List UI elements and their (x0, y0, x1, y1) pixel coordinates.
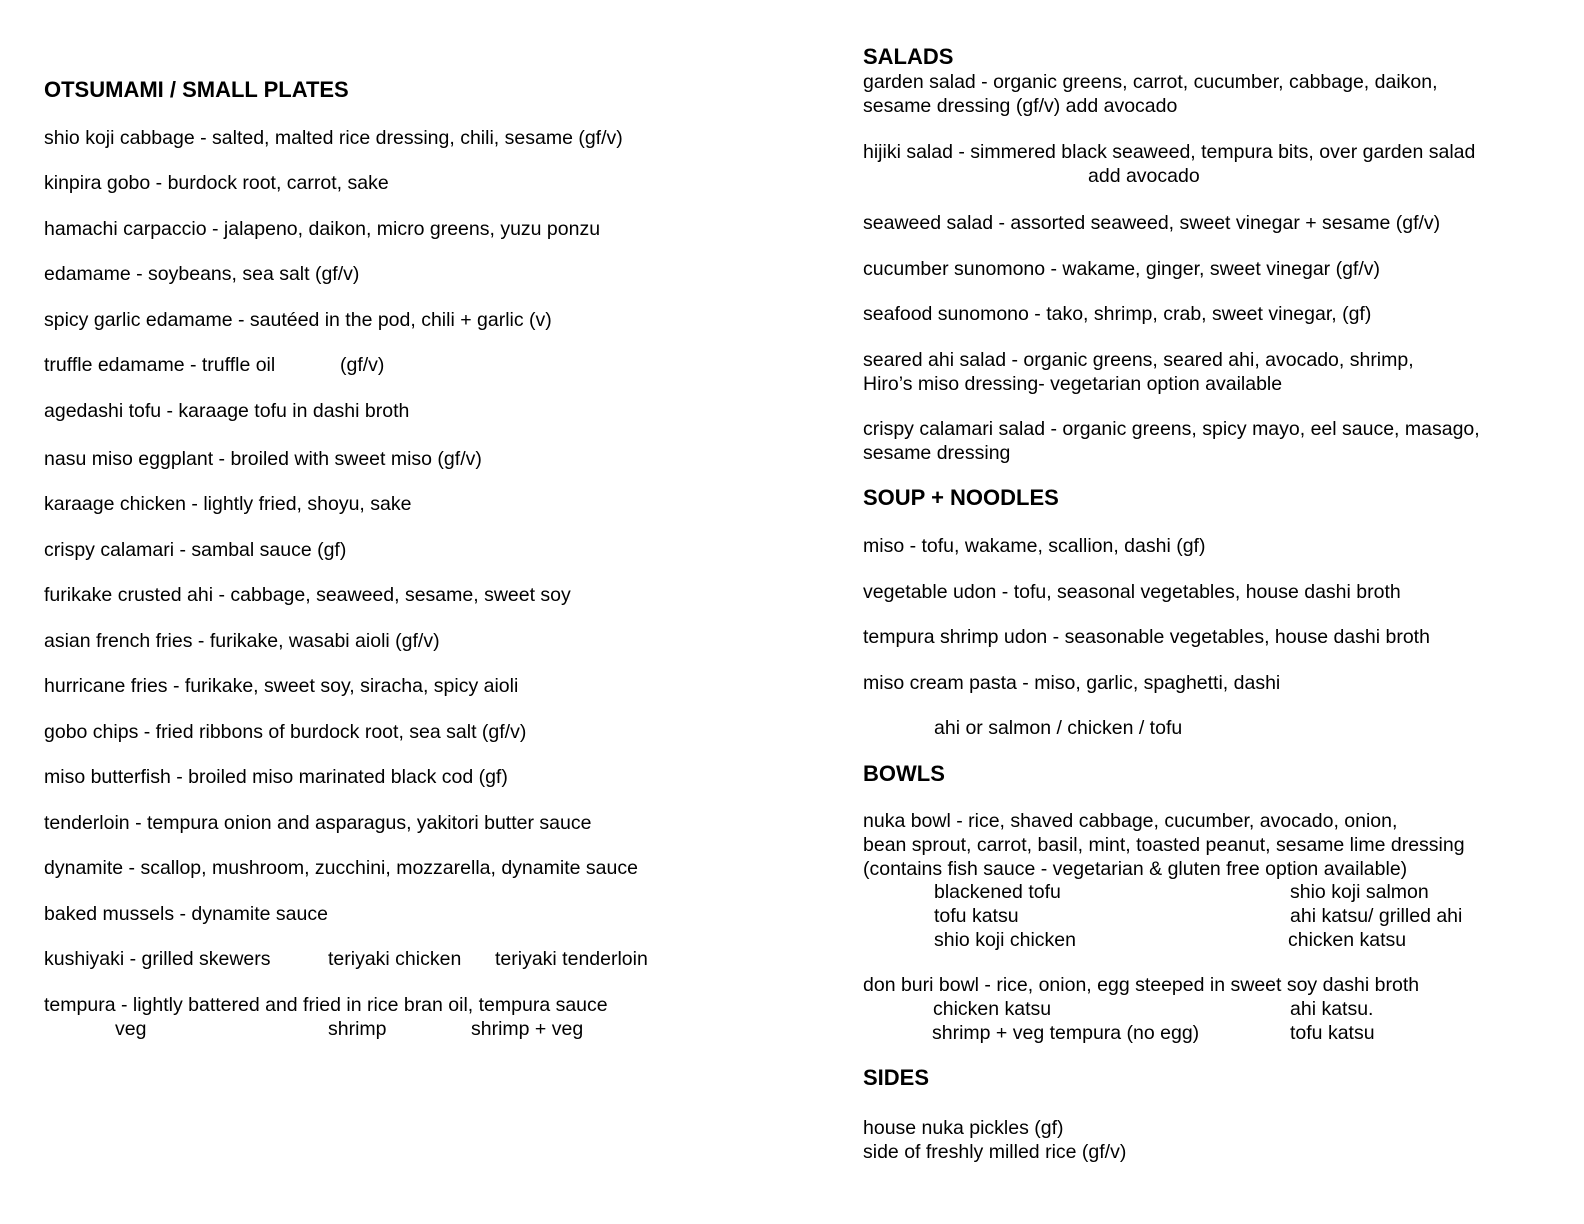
menu-item: seaweed salad - assorted seaweed, sweet vinegar + sesame (gf/v) (863, 212, 1441, 234)
menu-item: nasu miso eggplant - broiled with sweet miso (gf/v) (44, 448, 482, 470)
menu-item: hamachi carpaccio - jalapeno, daikon, micro greens, yuzu ponzu (44, 218, 601, 240)
section-heading-bowls: BOWLS (863, 761, 945, 786)
menu-item-option: tofu katsu (1290, 1022, 1375, 1044)
menu-item-addon: add avocado (1088, 165, 1200, 187)
menu-item: vegetable udon - tofu, seasonal vegetables, house dashi broth (863, 581, 1401, 603)
menu-item: baked mussels - dynamite sauce (44, 903, 328, 925)
menu-item: gobo chips - fried ribbons of burdock root, sea salt (gf/v) (44, 721, 527, 743)
menu-item-option: teriyaki chicken (328, 948, 462, 970)
menu-item: truffle edamame - truffle oil (44, 354, 276, 376)
menu-item: don buri bowl - rice, onion, egg steeped in sweet soy dashi broth (863, 974, 1420, 996)
section-heading-small-plates: OTSUMAMI / SMALL PLATES (44, 77, 349, 102)
menu-item: sesame dressing (gf/v) add avocado (863, 95, 1178, 117)
menu-item-option: veg (115, 1018, 147, 1040)
menu-item: asian french fries - furikake, wasabi aioli (gf/v) (44, 630, 440, 652)
menu-item-option: chicken katsu (1288, 929, 1407, 951)
menu-item: dynamite - scallop, mushroom, zucchini, mozzarella, dynamite sauce (44, 857, 638, 879)
menu-item: garden salad - organic greens, carrot, cucumber, cabbage, daikon, (863, 71, 1438, 93)
menu-item: miso - tofu, wakame, scallion, dashi (gf) (863, 535, 1206, 557)
menu-item: shio koji cabbage - salted, malted rice dressing, chili, sesame (gf/v) (44, 127, 623, 149)
section-heading-soup-noodles: SOUP + NOODLES (863, 485, 1059, 510)
menu-item-option: shrimp + veg (471, 1018, 584, 1040)
menu-item: house nuka pickles (gf) (863, 1117, 1064, 1139)
menu-item: seafood sunomono - tako, shrimp, crab, sweet vinegar, (gf) (863, 303, 1372, 325)
menu-item-option: tofu katsu (934, 905, 1019, 927)
menu-item: tempura - lightly battered and fried in rice bran oil, tempura sauce (44, 994, 608, 1016)
menu-item: edamame - soybeans, sea salt (gf/v) (44, 263, 360, 285)
menu-item: miso butterfish - broiled miso marinated black cod (gf) (44, 766, 508, 788)
menu-item: spicy garlic edamame - sautéed in the pod, chili + garlic (v) (44, 309, 552, 331)
menu-item: agedashi tofu - karaage tofu in dashi broth (44, 400, 410, 422)
menu-item: crispy calamari - sambal sauce (gf) (44, 539, 347, 561)
menu-item-option: ahi katsu/ grilled ahi (1290, 905, 1463, 927)
section-heading-salads: SALADS (863, 44, 954, 69)
menu-item-option: blackened tofu (934, 881, 1061, 903)
menu-item-option: shio koji salmon (1290, 881, 1429, 903)
menu-item: kinpira gobo - burdock root, carrot, sake (44, 172, 389, 194)
menu-item-option: shrimp (328, 1018, 387, 1040)
menu-item: karaage chicken - lightly fried, shoyu, sake (44, 493, 412, 515)
menu-item-diet-tag: (gf/v) (340, 354, 385, 376)
menu-item: hurricane fries - furikake, sweet soy, siracha, spicy aioli (44, 675, 519, 697)
section-heading-sides: SIDES (863, 1065, 930, 1090)
menu-item: crispy calamari salad - organic greens, spicy mayo, eel sauce, masago, (863, 418, 1480, 440)
menu-item-option: shrimp + veg tempura (no egg) (932, 1022, 1200, 1044)
menu-item-option: chicken katsu (933, 998, 1052, 1020)
menu-item: tenderloin - tempura onion and asparagus, yakitori butter sauce (44, 812, 592, 834)
menu-item: nuka bowl - rice, shaved cabbage, cucumber, avocado, onion, (863, 810, 1398, 832)
menu-item-option: teriyaki tenderloin (495, 948, 648, 970)
menu-item-option: ahi katsu. (1290, 998, 1374, 1020)
menu-item: kushiyaki - grilled skewers (44, 948, 271, 970)
menu-item: bean sprout, carrot, basil, mint, toasted peanut, sesame lime dressing (863, 834, 1465, 856)
menu-item-option: shio koji chicken (934, 929, 1076, 951)
menu-item: cucumber sunomono - wakame, ginger, sweet vinegar (gf/v) (863, 258, 1380, 280)
menu-item: furikake crusted ahi - cabbage, seaweed, sesame, sweet soy (44, 584, 571, 606)
menu-item: hijiki salad - simmered black seaweed, tempura bits, over garden salad (863, 141, 1476, 163)
menu-item: sesame dressing (863, 442, 1011, 464)
menu-item: seared ahi salad - organic greens, seared ahi, avocado, shrimp, (863, 349, 1414, 371)
menu-item: side of freshly milled rice (gf/v) (863, 1141, 1127, 1163)
menu-item: tempura shrimp udon - seasonable vegetables, house dashi broth (863, 626, 1430, 648)
menu-item: Hiro’s miso dressing- vegetarian option available (863, 373, 1283, 395)
menu-item-options: ahi or salmon / chicken / tofu (934, 717, 1183, 739)
menu-item: (contains fish sauce - vegetarian & gluten free option available) (863, 858, 1408, 880)
menu-item: miso cream pasta - miso, garlic, spaghetti, dashi (863, 672, 1281, 694)
